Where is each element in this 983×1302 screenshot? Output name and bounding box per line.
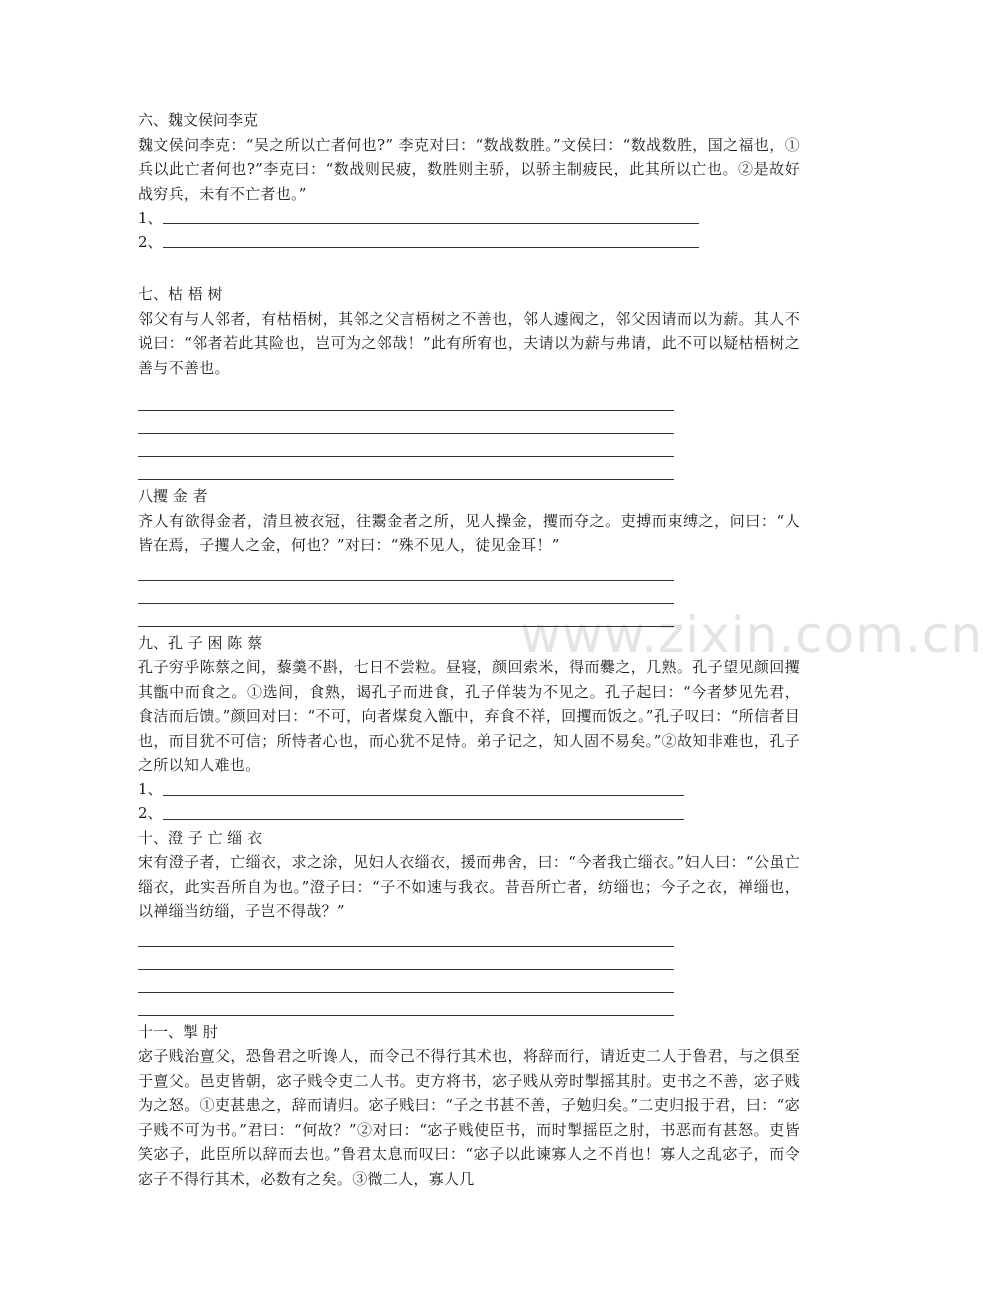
answer-blank-line[interactable] xyxy=(138,388,674,411)
answer-blank-line[interactable] xyxy=(138,947,674,970)
answer-blank-line[interactable] xyxy=(138,411,674,434)
answer-blank-line[interactable] xyxy=(138,558,674,581)
watermark: www.zixin.com.cn xyxy=(520,606,983,664)
answer-blank-line[interactable] xyxy=(163,233,699,248)
answer-blank-line[interactable] xyxy=(138,604,674,627)
section-title: 八攫 金 者 xyxy=(138,487,208,505)
answer-blank-line[interactable] xyxy=(138,434,674,457)
answer-number: 2、 xyxy=(138,232,163,251)
passage-text: 宓子贱治亶父，恐鲁君之听谗人，而令己不得行其术也，将辞而行，请近吏二人于鲁君，与之俱至于亶父。邑吏皆朝，宓子贱令吏二人书。吏方将书，宓子贱从旁时掣摇其肘。吏书之不善，宓子贱为之怒。①吏甚患之，辞而请归。宓子贱曰：“子之书甚不善，子勉归矣。”二吏归报于君，曰：“宓子贱不可为书。”君曰：“何故？”②对曰：“宓子贱使臣书，而时掣摇臣之肘，书恶而有甚怒。吏皆笑宓子，此臣所以辞而去也。”鲁君太息而叹曰：“宓子以此谏寡人之不肖也！寡人之乱宓子，而令宓子不得行其术，必数有之矣。③微二人，寡人几 xyxy=(138,1047,800,1188)
answer-blank-line[interactable] xyxy=(163,209,699,224)
answer-number: 2、 xyxy=(138,804,163,822)
section-9 xyxy=(138,631,800,826)
answer-blank-line[interactable] xyxy=(138,581,674,604)
answer-blank-line[interactable] xyxy=(138,924,674,947)
answer-blank-line[interactable] xyxy=(138,457,674,480)
passage-text: 宋有澄子者，亡缁衣，求之涂，见妇人衣缁衣，援而弗舍，曰：“今者我亡缁衣。”妇人曰：“公虽亡缁衣，此实吾所自为也。”澄子曰：“子不如速与我衣。昔吾所亡者，纺缁也；今子之衣，禅缁也，以禅缁当纺缁，子岂不得哉？” xyxy=(138,853,800,920)
answer-row xyxy=(138,778,800,802)
section-7 xyxy=(138,282,800,480)
section-6 xyxy=(138,108,800,254)
answer-blank-line[interactable] xyxy=(163,781,684,796)
answer-row xyxy=(138,230,800,254)
passage-text: 齐人有欲得金者，清旦被衣冠，往鬻金者之所，见人操金，攫而夺之。吏搏而束缚之，问曰：“人皆在焉，子攫人之金，何也？”对曰：“殊不见人，徒见金耳！” xyxy=(138,511,800,554)
section-title: 七、枯 梧 树 xyxy=(138,285,223,303)
section-title: 九、孔 子 困 陈 蔡 xyxy=(138,633,263,652)
section-title: 十一、掣 肘 xyxy=(138,1022,218,1041)
answer-blank-line[interactable] xyxy=(163,805,684,820)
answer-number: 1、 xyxy=(138,780,163,798)
answer-number: 1、 xyxy=(138,208,163,227)
section-8 xyxy=(138,484,800,627)
section-title: 十、澄 子 亡 缁 衣 xyxy=(138,828,263,847)
section-11 xyxy=(138,1020,800,1192)
answer-blank-line[interactable] xyxy=(138,993,674,1016)
answer-blank-line[interactable] xyxy=(138,970,674,993)
answer-row xyxy=(138,802,800,826)
worksheet-page xyxy=(138,108,800,1191)
passage-text: 邻父有与人邻者，有枯梧树，其邻之父言梧树之不善也，邻人遽阀之，邻父因请而以为薪。其人不说曰：“邻者若此其险也，岂可为之邻哉！”此有所宥也，夫请以为薪与弗请，此不可以疑枯梧树之善与不善也。 xyxy=(138,309,800,377)
passage-text: 魏文侯问李克：“吴之所以亡者何也?” 李克对曰：“数战数胜。”文侯曰：“数战数胜，国之福也，①兵以此亡者何也?”李克曰：“数战则民疲，数胜则主骄，以骄主制疲民，此其所以亡也。②是故好战穷兵，未有不亡者也。” xyxy=(138,135,800,203)
passage-text: 孔子穷乎陈蔡之间，藜羹不斟，七日不尝粒。昼寝，颜回索米，得而爨之，几熟。孔子望见颜回攫其甑中而食之。①选间，食熟，谒孔子而进食，孔子佯装为不见之。孔子起曰：“今者梦见先君，食洁而后馈。”颜回对曰：“不可，向者煤炱入甑中，弃食不祥，回攫而饭之。”孔子叹曰：“所信者目也，而目犹不可信；所恃者心也，而心犹不足恃。弟子记之，知人固不易矣。”②故知非难也，孔子之所以知人难也。 xyxy=(138,658,800,774)
answer-row xyxy=(138,206,800,230)
section-title: 六、魏文侯问李克 xyxy=(138,111,259,129)
section-10 xyxy=(138,826,800,1016)
